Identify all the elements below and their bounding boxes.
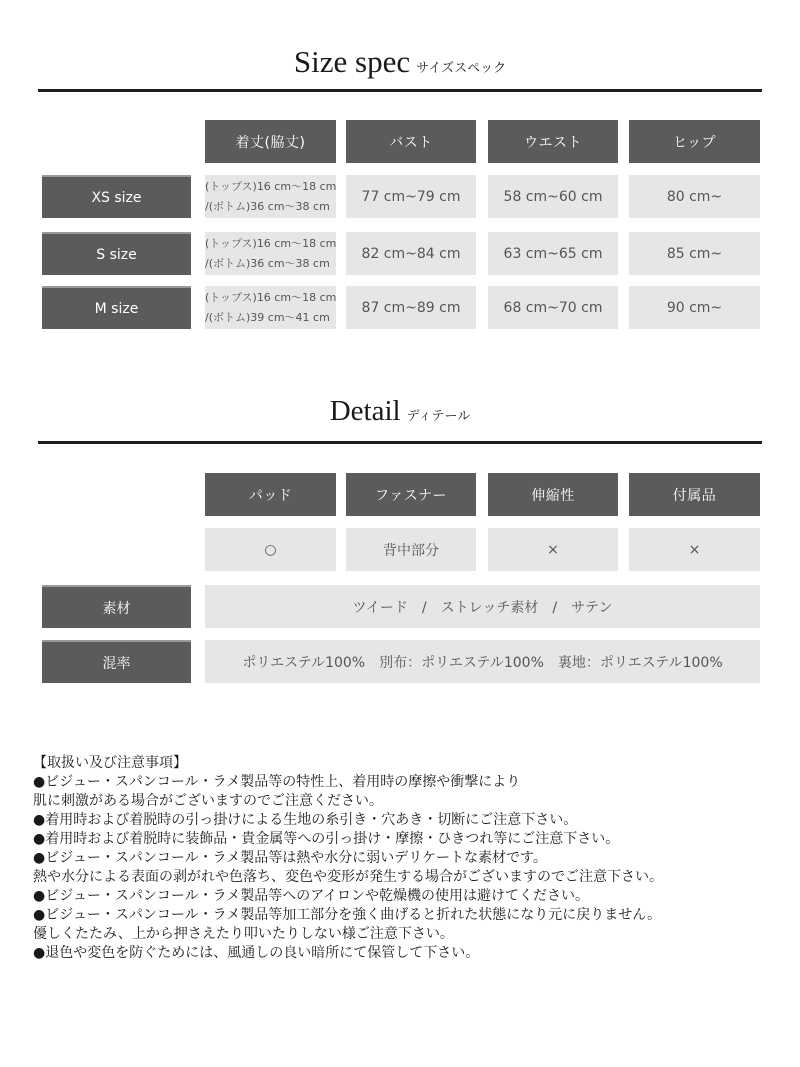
- cell-waist-m: 68 cm~70 cm: [488, 286, 618, 329]
- notes-line: ●ビジュー・スパンコール・ラメ製品等加工部分を強く曲げると折れた状態になり元に戻りません。: [33, 907, 662, 923]
- care-notes: [33, 754, 773, 963]
- detail-title: Detail: [329, 395, 401, 427]
- detail-header-fastener: ファスナー: [346, 473, 476, 516]
- cell-length-s: [205, 232, 336, 275]
- notes-line: 優しくたたみ、上から押さえたり叩いたりしない様ご注意下さい。: [33, 926, 454, 942]
- column-header-waist: ウエスト: [488, 120, 618, 163]
- material-value: ツイード / ストレッチ素材 / サテン: [205, 585, 760, 628]
- notes-line: ●着用時および着脱時に装飾品・貴金属等への引っ掛け・摩擦・ひきつれ等にご注意下さい。: [33, 831, 620, 847]
- notes-line: ●着用時および着脱時の引っ掛けによる生地の糸引き・穴あき・切断にご注意下さい。: [33, 812, 578, 828]
- cell-length-s-bottom: /(ボトム)36 cm〜38 cm: [205, 256, 330, 270]
- detail-header-stretch: 伸縮性: [488, 473, 618, 516]
- size-spec-heading: [0, 44, 800, 80]
- size-spec-divider: [38, 89, 762, 92]
- detail-value-stretch: ×: [488, 528, 618, 571]
- row-label-m: M size: [42, 286, 191, 329]
- cell-length-s-top: (トップス)16 cm〜18 cm: [205, 236, 337, 250]
- notes-line: ●退色や変色を防ぐためには、風通しの良い暗所にて保管して下さい。: [33, 945, 480, 961]
- column-header-hip: ヒップ: [629, 120, 760, 163]
- notes-line: 熱や水分による表面の剥がれや色落ち、変色や変形が発生する場合がございますのでご注意下さい。: [33, 869, 663, 885]
- material-label: 素材: [42, 585, 191, 628]
- detail-value-fastener: 背中部分: [346, 528, 476, 571]
- cell-hip-xs: 80 cm~: [629, 175, 760, 218]
- size-spec-title: Size spec: [293, 44, 411, 79]
- cell-waist-xs: 58 cm~60 cm: [488, 175, 618, 218]
- detail-heading: [0, 395, 800, 428]
- cell-length-xs-top: (トップス)16 cm〜18 cm: [205, 179, 337, 193]
- blend-label: 混率: [42, 640, 191, 683]
- notes-line: ●ビジュー・スパンコール・ラメ製品等の特性上、着用時の摩擦や衝撃により: [33, 774, 521, 790]
- detail-divider: [38, 441, 762, 444]
- cell-bust-xs: 77 cm~79 cm: [346, 175, 476, 218]
- detail-value-accessories: ×: [629, 528, 760, 571]
- detail-value-pad: ○: [205, 528, 336, 571]
- blend-value: ポリエステル100% 別布：ポリエステル100% 裏地：ポリエステル100%: [205, 640, 760, 683]
- detail-header-accessories: 付属品: [629, 473, 760, 516]
- cell-waist-s: 63 cm~65 cm: [488, 232, 618, 275]
- detail-title-jp: ディテール: [406, 409, 471, 424]
- detail-header-pad: パッド: [205, 473, 336, 516]
- notes-line: ●ビジュー・スパンコール・ラメ製品等へのアイロンや乾燥機の使用は避けてください。: [33, 888, 589, 904]
- notes-heading: 【取扱い及び注意事項】: [33, 755, 187, 771]
- cell-length-xs: [205, 175, 336, 218]
- cell-length-xs-bottom: /(ボトム)36 cm〜38 cm: [205, 199, 330, 213]
- cell-length-m-bottom: /(ボトム)39 cm〜41 cm: [205, 310, 330, 324]
- row-label-xs: XS size: [42, 175, 191, 218]
- column-header-length: 着丈(脇丈): [205, 120, 336, 163]
- notes-line: ●ビジュー・スパンコール・ラメ製品等は熱や水分に弱いデリケートな素材です。: [33, 850, 547, 866]
- size-spec-title-jp: サイズスペック: [416, 61, 507, 76]
- cell-hip-s: 85 cm~: [629, 232, 760, 275]
- cell-bust-m: 87 cm~89 cm: [346, 286, 476, 329]
- column-header-bust: バスト: [346, 120, 476, 163]
- cell-bust-s: 82 cm~84 cm: [346, 232, 476, 275]
- row-label-s: S size: [42, 232, 191, 275]
- cell-hip-m: 90 cm~: [629, 286, 760, 329]
- cell-length-m-top: (トップス)16 cm〜18 cm: [205, 290, 337, 304]
- notes-line: 肌に刺激がある場合がございますのでご注意ください。: [33, 793, 383, 809]
- cell-length-m: [205, 286, 336, 329]
